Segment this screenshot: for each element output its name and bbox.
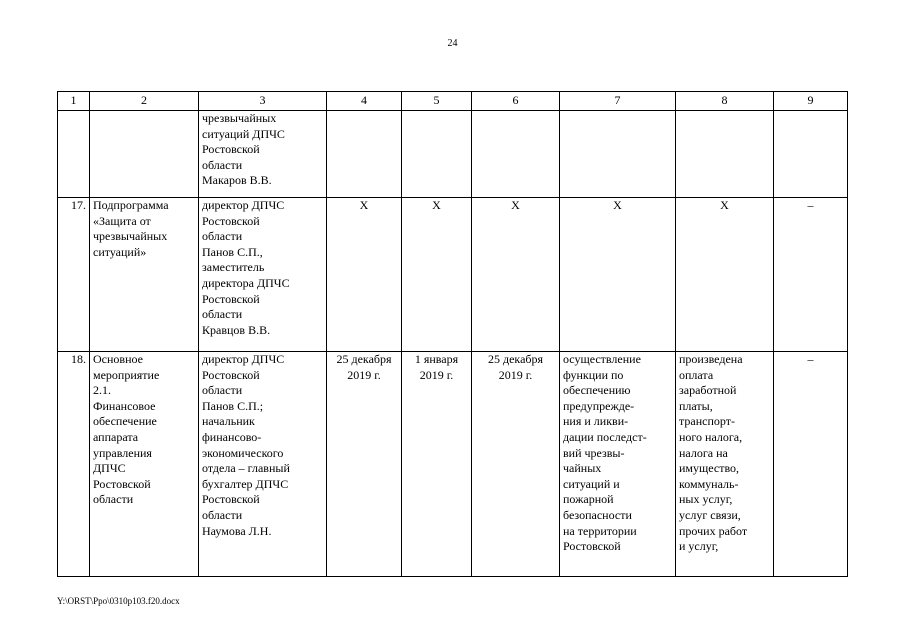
table-row [58, 352, 848, 577]
column-number-row [58, 92, 848, 111]
responsible-cell [199, 198, 327, 352]
cell-line: предупрежде- [563, 398, 635, 413]
plan-date-cell [472, 198, 560, 352]
cell-line: ного налога, [679, 429, 743, 444]
cell-line: осуществление [563, 352, 641, 366]
cell-line: на территории [563, 523, 637, 538]
column-header: 5 [402, 92, 472, 111]
end-date-cell [402, 111, 472, 198]
cell-line: Ростовской [202, 213, 260, 228]
cell-line: области [202, 507, 243, 522]
cell-line: Финансовое [93, 398, 156, 413]
cell-line: мероприятие [93, 367, 160, 382]
cell-line: 25 декабря [487, 352, 544, 366]
cell-line: имущество, [679, 461, 740, 476]
cell-line: ситуаций и [563, 476, 620, 491]
cell-line: Х [359, 198, 369, 212]
cell-line: области [202, 307, 243, 322]
measures-table [57, 91, 848, 577]
cell-line: коммуналь- [679, 476, 739, 491]
cell-line: экономического [202, 445, 284, 460]
column-header: 1 [58, 92, 90, 111]
cell-line: пожарной [563, 492, 614, 507]
cell-line: области [93, 492, 134, 507]
cell-line: аппарата [93, 429, 139, 444]
cell-line: Х [511, 198, 520, 212]
cell-line: Основное [93, 352, 143, 366]
cell-line: услуг связи, [679, 507, 741, 522]
cell-line: обеспечению [563, 383, 631, 398]
cell-line: заместитель [202, 260, 265, 275]
notes-cell: – [774, 352, 848, 577]
cell-line: Х [432, 198, 441, 212]
expected-result-cell [560, 352, 676, 577]
start-date-cell [327, 111, 402, 198]
responsible-cell [199, 111, 327, 198]
expected-result-cell [560, 198, 676, 352]
expected-result-cell [560, 111, 676, 198]
cell-line: директор ДПЧС [202, 352, 285, 366]
cell-line: прочих работ [679, 523, 748, 538]
cell-line: ных услуг, [679, 492, 733, 507]
end-date-cell [402, 352, 472, 577]
column-header: 3 [199, 92, 327, 111]
table-row [58, 198, 848, 352]
cell-line: обеспечение [93, 414, 157, 429]
cell-line: безопасности [563, 507, 632, 522]
responsible-cell [199, 352, 327, 577]
column-header: 8 [676, 92, 774, 111]
name-cell [90, 111, 199, 198]
cell-line: налога на [679, 445, 728, 460]
name-cell [90, 198, 199, 352]
row-number-cell: 17. [58, 198, 90, 352]
cell-line: дации послeдст- [563, 429, 647, 444]
column-header: 7 [560, 92, 676, 111]
cell-line: области [202, 229, 243, 244]
cell-line: области [202, 157, 243, 172]
cell-line: Наумова Л.Н. [202, 523, 272, 538]
cell-line: Панов С.П.; [202, 398, 264, 413]
cell-line: функции по [563, 367, 624, 382]
row-number-cell [58, 111, 90, 198]
cell-line: 2019 г. [347, 367, 381, 382]
cell-line: 2019 г. [498, 367, 533, 382]
column-header: 2 [90, 92, 199, 111]
cell-line: Кравцов В.В. [202, 322, 271, 337]
cell-line: произведена [679, 352, 743, 366]
plan-date-cell [472, 111, 560, 198]
row-number-cell: 18. [58, 352, 90, 577]
table-row [58, 111, 848, 198]
cell-line: ситуаций ДПЧС [202, 126, 285, 141]
cell-line: Ростовской [563, 539, 621, 554]
cell-line: управления [93, 445, 152, 460]
cell-line: 1 января [414, 352, 459, 366]
cell-line: Ростовской [202, 142, 260, 157]
cell-line: бухгалтер ДПЧС [202, 476, 289, 491]
page-number: 24 [447, 38, 458, 49]
cell-line: ситуаций» [93, 244, 147, 259]
column-header: 4 [327, 92, 402, 111]
cell-line: и услуг, [679, 539, 719, 554]
cell-line: Х [720, 198, 729, 212]
cell-line: Макаров В.В. [202, 173, 272, 188]
actual-result-cell [676, 352, 774, 577]
cell-line: директор ДПЧС [202, 198, 285, 212]
plan-date-cell [472, 352, 560, 577]
cell-line: ДПЧС [93, 461, 126, 476]
column-header: 6 [472, 92, 560, 111]
cell-line: Ростовской [202, 367, 260, 382]
notes-cell [774, 111, 848, 198]
column-header: 9 [774, 92, 848, 111]
cell-line: вий чрезвы- [563, 445, 625, 460]
start-date-cell [327, 198, 402, 352]
name-cell [90, 352, 199, 577]
cell-line: Подпрограмма [93, 198, 169, 212]
cell-line: Панов С.П., [202, 244, 263, 259]
actual-result-cell [676, 198, 774, 352]
file-path-footer: Y:\ORST\Ppo\0310p103.f20.docx [57, 596, 180, 606]
cell-line: области [202, 383, 243, 398]
cell-line: чрезвычайных [93, 229, 168, 244]
cell-line: чрезвычайных [202, 111, 277, 125]
cell-line: директора ДПЧС [202, 275, 290, 290]
cell-line: 2019 г. [419, 367, 454, 382]
cell-line: отдела – главный [202, 461, 290, 476]
cell-line: Ростовской [202, 291, 260, 306]
cell-line: «Защита от [93, 213, 151, 228]
cell-line: Х [613, 198, 622, 212]
cell-line: 25 декабря [336, 352, 392, 366]
cell-line: финансово- [202, 429, 262, 444]
cell-line: платы, [679, 398, 713, 413]
end-date-cell [402, 198, 472, 352]
notes-cell: – [774, 198, 848, 352]
cell-line: чайных [563, 461, 602, 476]
cell-line: начальник [202, 414, 255, 429]
cell-line: Ростовской [202, 492, 260, 507]
start-date-cell [327, 352, 402, 577]
cell-line: заработной [679, 383, 737, 398]
cell-line: ния и ликви- [563, 414, 629, 429]
cell-line: 2.1. [93, 383, 111, 398]
cell-line: оплата [679, 367, 714, 382]
cell-line: Ростовской [93, 476, 151, 491]
actual-result-cell [676, 111, 774, 198]
cell-line: транспорт- [679, 414, 735, 429]
